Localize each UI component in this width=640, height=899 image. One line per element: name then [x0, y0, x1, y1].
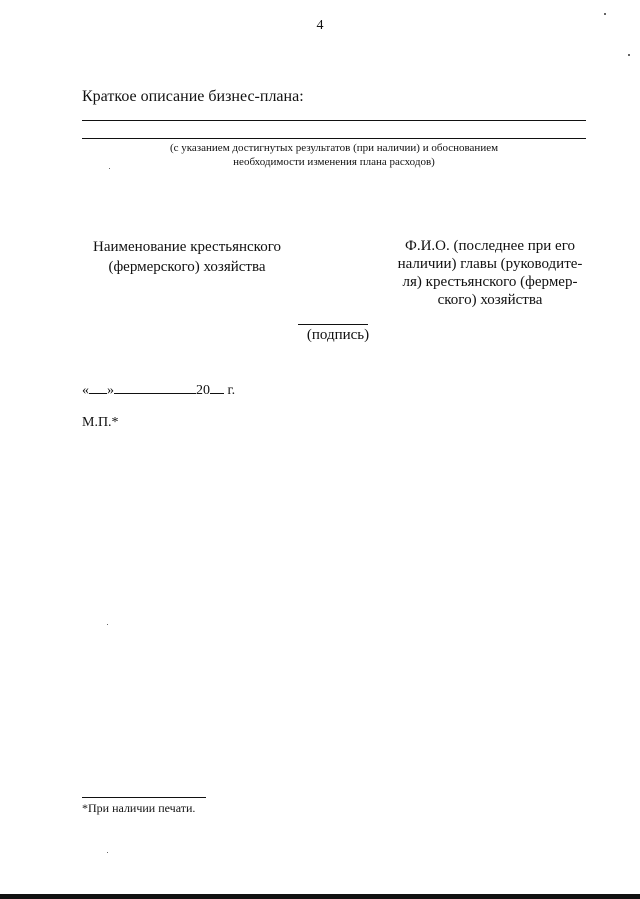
signature-line: [298, 324, 368, 325]
business-plan-summary-heading: Краткое описание бизнес-плана:: [82, 88, 304, 105]
footnote-separator: [82, 797, 206, 798]
summary-line-2: [82, 138, 586, 139]
scan-bottom-edge: [0, 894, 640, 899]
summary-caption-line-1: (с указанием достигнутых результатов (при наличии) и обоснованием: [169, 142, 499, 154]
page-number: 4: [316, 18, 324, 33]
scan-speck: [107, 624, 108, 625]
head-fullname-label-line-2: наличии) главы (руководите-: [397, 256, 583, 272]
date-close-quote: »: [107, 383, 114, 398]
head-fullname-label-line-3: ля) крестьянского (фермер-: [402, 274, 578, 290]
signature-label: (подпись): [306, 327, 370, 343]
footnote: *При наличии печати.: [82, 801, 196, 815]
summary-caption-line-2: необходимости изменения плана расходов): [233, 156, 435, 168]
farm-name-label: [62, 237, 312, 277]
head-fullname-label-line-4: ского) хозяйства: [437, 292, 543, 308]
month-blank: [114, 381, 196, 394]
head-fullname-label-line-1: Ф.И.О. (последнее при его: [405, 238, 575, 254]
year-blank: [210, 381, 224, 394]
year-prefix: 20: [196, 383, 210, 398]
date-open-quote: «: [82, 383, 89, 398]
day-blank: [89, 381, 107, 394]
seal-label: М.П.*: [82, 415, 119, 430]
head-fullname-label: [370, 237, 610, 309]
scan-speck: [109, 168, 110, 169]
year-suffix: г.: [227, 383, 236, 398]
summary-caption: [82, 141, 586, 169]
scan-speck: [107, 852, 108, 853]
farm-name-label-line-2: (фермерского) хозяйства: [108, 259, 266, 275]
summary-line-1: [82, 120, 586, 121]
date-field: [82, 381, 235, 399]
farm-name-label-line-1: Наименование крестьянского: [93, 239, 281, 255]
scan-speck: [628, 54, 630, 56]
scan-speck: [604, 13, 606, 15]
